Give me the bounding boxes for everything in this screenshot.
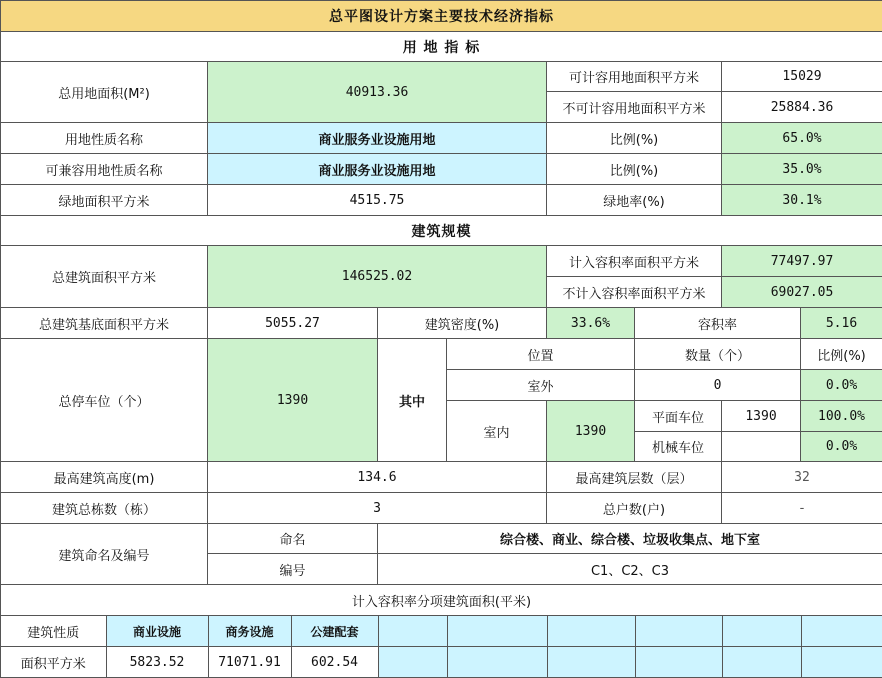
footprint-value: 5055.27 xyxy=(208,308,378,339)
far-land-area-label: 可计容用地面积平方米 xyxy=(547,62,722,92)
outdoor-count: 0 xyxy=(635,370,801,401)
nonfar-gfa-label: 不计入容积率面积平方米 xyxy=(547,277,722,308)
parking-label: 总停车位（个） xyxy=(1,339,208,462)
code-value: C1、C2、C3 xyxy=(378,554,882,585)
code-label: 编号 xyxy=(208,554,378,585)
flat-parking-ratio: 100.0% xyxy=(801,401,882,432)
subarea-value-empty xyxy=(801,647,882,677)
subarea-value-business: 71071.91 xyxy=(208,647,291,677)
name-value: 综合楼、商业、综合楼、垃圾收集点、地下室 xyxy=(378,524,882,554)
total-gfa-label: 总建筑面积平方米 xyxy=(1,246,208,308)
compat-ratio-label: 比例(%) xyxy=(547,154,722,185)
subarea-value-public: 602.54 xyxy=(291,647,378,677)
land-use-ratio-label: 比例(%) xyxy=(547,123,722,154)
building-count-label: 建筑总栋数（栋） xyxy=(1,493,208,524)
flat-parking-count: 1390 xyxy=(722,401,801,432)
section-land-header: 用 地 指 标 xyxy=(1,32,882,62)
name-label: 命名 xyxy=(208,524,378,554)
green-area-value: 4515.75 xyxy=(208,185,547,216)
indoor-count: 1390 xyxy=(547,401,635,462)
far-gfa-value: 77497.97 xyxy=(722,246,882,277)
subarea-type-empty xyxy=(378,616,447,646)
density-value: 33.6% xyxy=(547,308,635,339)
subarea-type-business: 商务设施 xyxy=(208,616,291,646)
land-use-ratio-value: 65.0% xyxy=(722,123,882,154)
compat-use-label: 可兼容用地性质名称 xyxy=(1,154,208,185)
height-label: 最高建筑高度(m) xyxy=(1,462,208,493)
parking-value: 1390 xyxy=(208,339,378,462)
parking-ratio-header: 比例(%) xyxy=(801,339,882,370)
green-area-label: 绿地面积平方米 xyxy=(1,185,208,216)
outdoor-label: 室外 xyxy=(447,370,635,401)
density-label: 建筑密度(%) xyxy=(378,308,547,339)
subarea-type-label: 建筑性质 xyxy=(1,616,106,646)
subarea-value-row xyxy=(1,647,882,677)
indoor-label: 室内 xyxy=(447,401,547,462)
nonfar-land-area-value: 25884.36 xyxy=(722,92,882,123)
households-value: - xyxy=(722,493,882,524)
naming-label: 建筑命名及编号 xyxy=(1,524,208,585)
subarea-type-commercial: 商业设施 xyxy=(106,616,208,646)
subarea-type-empty xyxy=(722,616,801,646)
subarea-type-empty xyxy=(547,616,635,646)
subarea-type-empty xyxy=(447,616,547,646)
green-rate-value: 30.1% xyxy=(722,185,882,216)
table-title: 总平图设计方案主要技术经济指标 xyxy=(1,1,882,32)
total-land-area-label: 总用地面积(M²) xyxy=(1,62,208,123)
outdoor-ratio: 0.0% xyxy=(801,370,882,401)
parking-among-label: 其中 xyxy=(378,339,447,462)
total-land-area-value: 40913.36 xyxy=(208,62,547,123)
floors-label: 最高建筑层数（层） xyxy=(547,462,722,493)
compat-ratio-value: 35.0% xyxy=(722,154,882,185)
households-label: 总户数(户) xyxy=(547,493,722,524)
subarea-value-empty xyxy=(378,647,447,677)
subarea-value-empty xyxy=(722,647,801,677)
mech-parking-label: 机械车位 xyxy=(635,432,722,462)
subarea-area-label: 面积平方米 xyxy=(1,647,106,677)
subarea-type-row xyxy=(1,616,882,646)
subarea-type-public: 公建配套 xyxy=(291,616,378,646)
total-gfa-value: 146525.02 xyxy=(208,246,547,308)
subarea-value-empty xyxy=(635,647,722,677)
section-building-header: 建筑规模 xyxy=(1,216,882,246)
land-use-label: 用地性质名称 xyxy=(1,123,208,154)
nonfar-gfa-value: 69027.05 xyxy=(722,277,882,308)
mech-parking-count xyxy=(722,432,801,462)
height-value: 134.6 xyxy=(208,462,547,493)
land-use-value: 商业服务业设施用地 xyxy=(208,123,547,154)
far-gfa-label: 计入容积率面积平方米 xyxy=(547,246,722,277)
parking-count-header: 数量（个） xyxy=(635,339,801,370)
nonfar-land-area-label: 不可计容用地面积平方米 xyxy=(547,92,722,123)
subarea-type-empty xyxy=(635,616,722,646)
floors-value: 32 xyxy=(722,462,882,493)
parking-position-header: 位置 xyxy=(447,339,635,370)
subarea-value-commercial: 5823.52 xyxy=(106,647,208,677)
compat-use-value: 商业服务业设施用地 xyxy=(208,154,547,185)
subarea-value-empty xyxy=(547,647,635,677)
far-land-area-value: 15029 xyxy=(722,62,882,92)
far-label: 容积率 xyxy=(635,308,801,339)
green-rate-label: 绿地率(%) xyxy=(547,185,722,216)
section-subarea-header: 计入容积率分项建筑面积(平米) xyxy=(1,585,882,616)
subarea-value-empty xyxy=(447,647,547,677)
footprint-label: 总建筑基底面积平方米 xyxy=(1,308,208,339)
subarea-type-empty xyxy=(801,616,882,646)
flat-parking-label: 平面车位 xyxy=(635,401,722,432)
mech-parking-ratio: 0.0% xyxy=(801,432,882,462)
far-value: 5.16 xyxy=(801,308,882,339)
building-count-value: 3 xyxy=(208,493,547,524)
